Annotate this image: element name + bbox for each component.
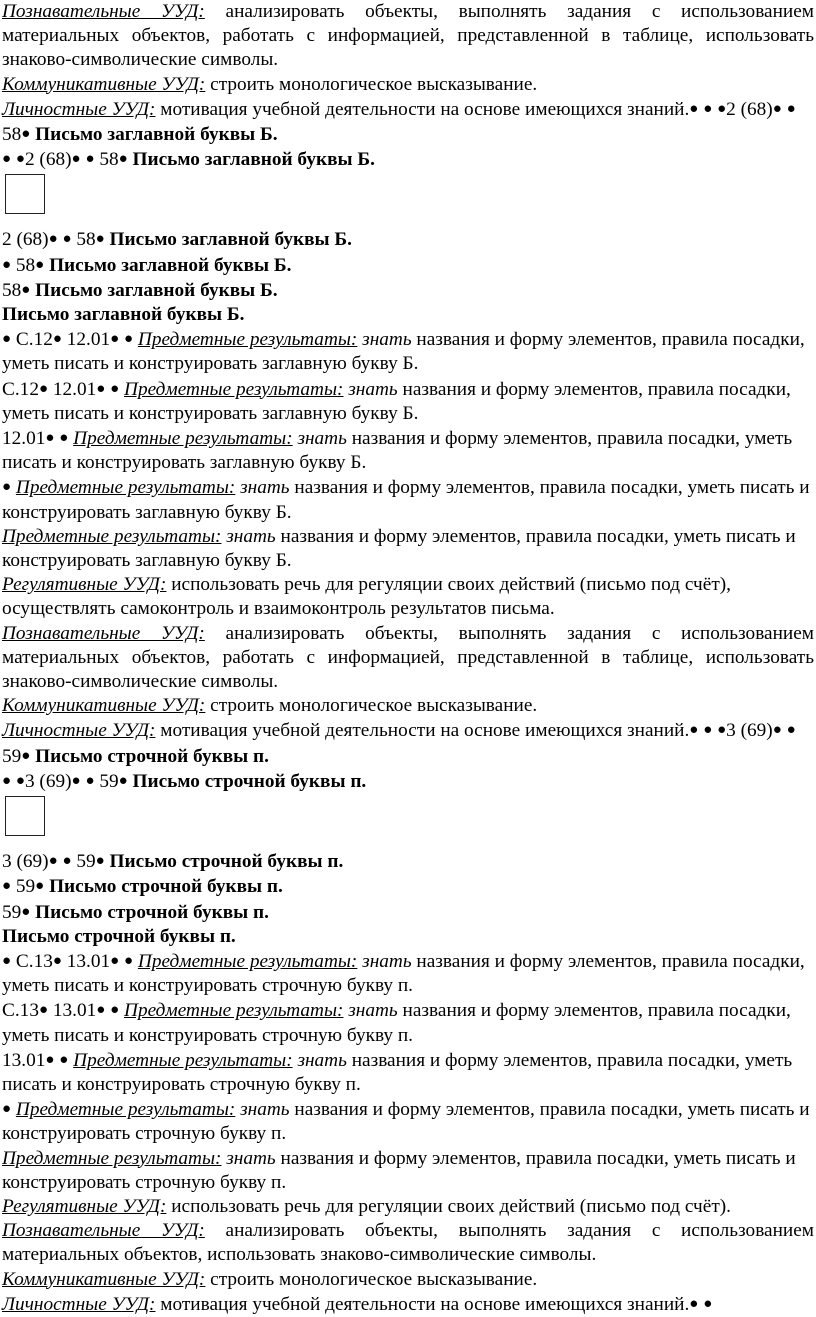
lesson-title: Письмо заглавной буквы Б. [132,149,375,171]
paragraph [2,426,814,475]
text-run: 59 [71,851,96,873]
text-run: названия и форму элементов, правила посадки, уметь писать и конструировать строчную букву п. [2,1147,796,1193]
text-run: 2 (68) [24,149,72,171]
text-run: названия и форму элементов, правила посадки, уметь писать и конструировать строчную букву п. [2,950,805,997]
paragraph [2,1268,814,1292]
text-run: анализировать объекты, выполнять задания с использованием материальных объектов, работать с информацией, представленной в таблице, использовать знаково-символические символы. [2,1,815,71]
paragraph [2,849,814,874]
text-run: анализировать объекты, выполнять задания с использованием материальных объектов, работать с информацией, представленной в таблице, использовать знаково-символические символы. [2,622,815,693]
paragraph [2,998,814,1047]
text-run: 3 (69) [2,851,49,873]
text-run: анализировать объекты, выполнять задания с использованием материальных объектов, использовать знаково-символические символы. [2,1220,815,1266]
bullet-icon: ● [703,1295,713,1312]
bullet-icon: ● [2,878,12,895]
empty-cell-box [5,796,45,836]
paragraph [2,1219,814,1267]
emphasis-text: знать [348,378,398,400]
emphasis-text: знать [226,1147,276,1169]
lesson-title: Письмо заглавной буквы Б. [2,304,245,326]
lesson-title: Письмо заглавной буквы Б. [35,279,278,301]
paragraph [2,303,814,327]
text-run: 12.01 [2,428,46,450]
text-run: 58 [71,229,96,251]
paragraph [2,1048,814,1097]
paragraph [2,1147,814,1195]
section-label: Коммуникативные УУД: [2,695,206,717]
bullet-icon: ● [52,952,62,969]
bullet-icon: ● [110,1002,120,1019]
paragraph [2,377,814,426]
bullet-icon: ● [2,256,12,273]
emphasis-text: знать [240,1099,290,1121]
section-label: Предметные результаты: [124,1000,344,1022]
section-label: Коммуникативные УУД: [2,1268,206,1290]
paragraph [2,573,814,621]
text-run: использовать речь для регуляции своих действий (письмо под счёт), осуществлять самоконтроль и взаимоконтроль результатов письма. [2,574,731,620]
bullet-icon: ● [717,100,727,117]
emphasis-text: знать [348,1000,398,1022]
bullet-icon: ● [689,722,699,739]
lesson-title: Письмо строчной буквы п. [2,925,236,947]
text-run: С.13 [2,1000,39,1022]
text-run: строить монологическое высказывание. [205,1268,538,1290]
paragraph [2,147,814,172]
emphasis-text: знать [297,1049,347,1071]
paragraph [2,0,814,73]
paragraph [2,1097,814,1146]
bullet-icon: ● [21,903,31,920]
paragraph [2,253,814,278]
paragraph [2,475,814,524]
bullet-icon: ● [2,479,12,496]
emphasis-text: знать [240,477,290,499]
paragraph [2,525,814,573]
bullet-icon: ● [59,1051,69,1068]
text-run: 3 (69) [726,720,773,742]
paragraph [2,874,814,899]
bullet-icon: ● [48,853,58,870]
bullet-icon: ● [703,722,713,739]
bullet-icon: ● [2,151,12,168]
text-run: названия и форму элементов, правила посадки, уметь писать и конструировать строчную букву п. [2,1099,810,1145]
text-run: 58 [94,149,119,171]
empty-cell-box [5,174,45,214]
text-run: 59 [94,770,119,792]
section-label: Предметные результаты: [2,1147,222,1169]
bullet-icon: ● [71,151,81,168]
bullet-icon: ● [118,151,128,168]
bullet-icon: ● [95,853,105,870]
text-run: 13.01 [48,1000,97,1022]
text-run: 59 [2,901,22,923]
bullet-icon: ● [717,722,727,739]
paragraph [2,227,814,252]
bullet-icon: ● [21,281,31,298]
bullet-icon: ● [772,722,782,739]
paragraph [2,694,814,718]
bullet-icon: ● [85,772,95,789]
text-run: 59 [2,745,22,767]
bullet-icon: ● [124,331,134,348]
bullet-icon: ● [38,1002,49,1019]
paragraph [2,327,814,376]
emphasis-text: знать [226,525,276,547]
bullet-icon: ● [110,952,120,969]
section-label: Предметные результаты: [137,329,358,351]
bullet-icon: ● [689,1295,699,1312]
bullet-icon: ● [45,430,55,447]
text-run: 2 (68) [726,98,773,120]
lesson-title: Письмо строчной буквы п. [49,876,283,898]
bullet-icon: ● [2,772,12,789]
bullet-icon: ● [52,331,62,348]
section-label: Предметные результаты: [15,1099,236,1121]
section-label: Познавательные УУД: [2,1,205,22]
bullet-icon: ● [2,331,12,348]
section-label: Коммуникативные УУД: [2,73,206,95]
text-run: С.13 [11,950,53,972]
bullet-icon: ● [124,952,134,969]
lesson-title: Письмо заглавной буквы Б. [109,229,352,251]
bullet-icon: ● [689,100,699,117]
bullet-icon: ● [772,100,782,117]
emphasis-text: знать [297,428,347,450]
bullet-icon: ● [21,747,31,764]
text-run: 13.01 [2,1049,46,1071]
paragraph [2,900,814,925]
paragraph [2,73,814,97]
bullet-icon: ● [95,231,105,248]
text-run: строить монологическое высказывание. [205,695,538,717]
bullet-icon: ● [786,722,796,739]
text-run: С.12 [11,329,53,351]
bullet-icon: ● [85,151,95,168]
bullet-icon: ● [110,331,120,348]
text-run: 2 (68) [2,229,49,251]
bullet-icon: ● [96,1002,106,1019]
lesson-title: Письмо строчной буквы п. [35,745,269,767]
text-run: названия и форму элементов, правила посадки, уметь писать и конструировать заглавную букву Б. [2,477,810,523]
section-label: Познавательные УУД: [2,1220,205,1242]
paragraph [2,622,814,695]
bullet-icon: ● [15,772,25,789]
text-run: 13.01 [61,950,111,972]
section-label: Предметные результаты: [73,428,293,450]
bullet-icon: ● [35,256,45,273]
text-run: 58 [2,279,22,301]
bullet-icon: ● [62,231,72,248]
text-run: 3 (69) [24,770,72,792]
section-label: Познавательные УУД: [2,622,205,644]
bullet-icon: ● [48,231,58,248]
lesson-title: Письмо строчной буквы п. [35,901,269,923]
bullet-icon: ● [21,126,31,143]
paragraph [2,278,814,303]
text-run: 12.01 [48,378,97,400]
text-run: 58 [11,254,36,276]
text-run: мотивация учебной деятельности на основе имеющихся знаний. [155,1293,690,1315]
section-label: Личностные УУД: [2,720,156,742]
text-run: названия и форму элементов, правила посадки, уметь писать и конструировать заглавную букву Б. [2,329,805,375]
text-run: названия и форму элементов, правила посадки, уметь писать и конструировать строчную букву п. [2,1049,793,1095]
text-run: названия и форму элементов, правила посадки, уметь писать и конструировать строчную букву п. [2,1000,791,1046]
text-run: названия и форму элементов, правила посадки, уметь писать и конструировать заглавную букву Б. [2,525,796,572]
section-label: Личностные УУД: [2,98,156,120]
text-run: 58 [2,124,22,146]
text-run: строить монологическое высказывание. [205,73,538,95]
bullet-icon: ● [2,1101,12,1118]
bullet-icon: ● [96,380,106,397]
text-run: названия и форму элементов, правила посадки, уметь писать и конструировать заглавную букву Б. [2,428,793,474]
bullet-icon: ● [62,853,72,870]
text-run: 59 [11,876,36,898]
text-run: мотивация учебной деятельности на основе имеющихся знаний. [155,720,690,742]
bullet-icon: ● [38,380,49,397]
text-run: 12.01 [61,329,111,351]
bullet-icon: ● [786,100,796,117]
section-label: Предметные результаты: [124,378,344,400]
paragraph [2,949,814,998]
lesson-title: Письмо заглавной буквы Б. [49,254,292,276]
text-run: названия и форму элементов, правила посадки, уметь писать и конструировать заглавную букву Б. [2,378,791,424]
emphasis-text: знать [362,329,412,351]
section-label: Регулятивные УУД: [2,1195,167,1217]
bullet-icon: ● [2,952,12,969]
bullet-icon: ● [45,1051,55,1068]
paragraph [2,97,814,147]
paragraph [2,1195,814,1219]
emphasis-text: знать [362,950,412,972]
paragraph [2,925,814,949]
text-run: мотивация учебной деятельности на основе имеющихся знаний. [155,98,690,120]
section-label: Предметные результаты: [15,477,236,499]
section-label: Предметные результаты: [137,950,358,972]
section-label: Предметные результаты: [73,1049,293,1071]
lesson-title: Письмо строчной буквы п. [132,770,367,792]
bullet-icon: ● [118,772,128,789]
paragraph [2,718,814,768]
lesson-title: Письмо строчной буквы п. [109,851,344,873]
bullet-icon: ● [15,151,25,168]
bullet-icon: ● [703,100,713,117]
section-label: Регулятивные УУД: [2,574,167,596]
paragraph [2,1292,814,1317]
text-run: использовать речь для регуляции своих действий (письмо под счёт). [166,1195,731,1217]
section-label: Личностные УУД: [2,1293,156,1315]
bullet-icon: ● [110,380,120,397]
bullet-icon: ● [71,772,81,789]
bullet-icon: ● [59,430,69,447]
paragraph [2,769,814,794]
section-label: Предметные результаты: [2,525,222,547]
text-run: С.12 [2,378,39,400]
bullet-icon: ● [35,878,45,895]
lesson-title: Письмо заглавной буквы Б. [35,124,278,146]
